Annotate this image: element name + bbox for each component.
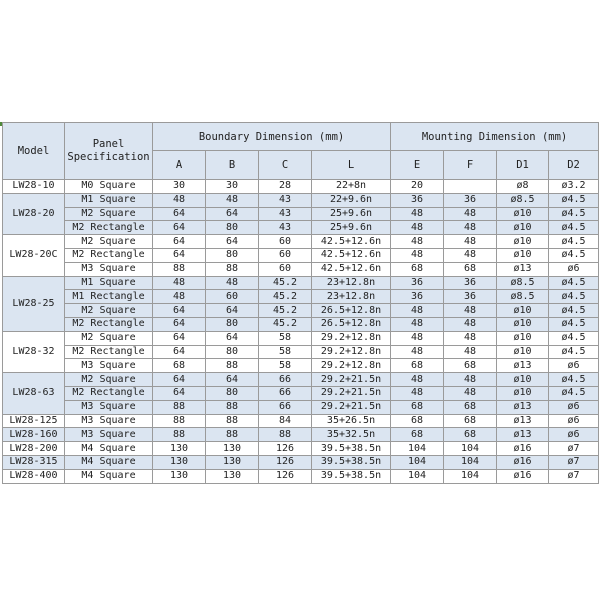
table-row (3, 428, 599, 442)
dimension-table-container (2, 122, 598, 484)
cell-l: 29.2+12.8n (312, 331, 391, 345)
cell-c: 58 (259, 359, 312, 373)
table-row (3, 276, 599, 290)
table-row (3, 290, 599, 304)
cell-d1: ø8.5 (497, 193, 549, 207)
table-row (3, 221, 599, 235)
cell-e: 104 (391, 455, 444, 469)
cell-d2: ø4.5 (549, 317, 599, 331)
cell-c: 45.2 (259, 304, 312, 318)
cell-l: 23+12.8n (312, 290, 391, 304)
cell-f: 36 (444, 276, 497, 290)
header-col-e: E (391, 151, 444, 180)
cell-f: 48 (444, 317, 497, 331)
cell-f: 48 (444, 386, 497, 400)
cell-f: 36 (444, 290, 497, 304)
cell-a: 64 (153, 386, 206, 400)
cell-c: 28 (259, 180, 312, 194)
cell-spec: M2 Square (65, 207, 153, 221)
cell-l: 26.5+12.8n (312, 317, 391, 331)
cell-d1: ø10 (497, 373, 549, 387)
cell-d2: ø4.5 (549, 221, 599, 235)
cell-f (444, 180, 497, 194)
cell-l: 39.5+38.5n (312, 455, 391, 469)
cell-spec: M2 Square (65, 235, 153, 249)
cell-b: 88 (206, 262, 259, 276)
cell-d2: ø6 (549, 400, 599, 414)
cell-a: 64 (153, 221, 206, 235)
cell-d2: ø4.5 (549, 331, 599, 345)
cell-f: 48 (444, 331, 497, 345)
cell-f: 36 (444, 193, 497, 207)
cell-a: 30 (153, 180, 206, 194)
cell-spec: M2 Rectangle (65, 248, 153, 262)
cell-e: 36 (391, 193, 444, 207)
cell-b: 80 (206, 221, 259, 235)
header-boundary: Boundary Dimension (mm) (153, 123, 391, 151)
cell-b: 88 (206, 414, 259, 428)
cell-d1: ø10 (497, 345, 549, 359)
cell-a: 48 (153, 193, 206, 207)
cell-b: 60 (206, 290, 259, 304)
cell-e: 68 (391, 262, 444, 276)
table-row (3, 262, 599, 276)
cell-d1: ø13 (497, 262, 549, 276)
cell-spec: M1 Square (65, 276, 153, 290)
cell-d1: ø10 (497, 248, 549, 262)
cell-a: 130 (153, 442, 206, 456)
cell-f: 48 (444, 221, 497, 235)
cell-d1: ø16 (497, 455, 549, 469)
cell-d2: ø4.5 (549, 207, 599, 221)
cell-c: 84 (259, 414, 312, 428)
cell-e: 48 (391, 304, 444, 318)
model-cell: LW28-10 (3, 180, 65, 194)
cell-d2: ø6 (549, 359, 599, 373)
cell-d2: ø4.5 (549, 304, 599, 318)
cell-e: 48 (391, 345, 444, 359)
cell-f: 48 (444, 345, 497, 359)
cell-e: 48 (391, 331, 444, 345)
model-cell: LW28-200 (3, 442, 65, 456)
cell-spec: M4 Square (65, 469, 153, 483)
cell-a: 64 (153, 331, 206, 345)
cell-f: 48 (444, 373, 497, 387)
cell-e: 68 (391, 359, 444, 373)
cell-c: 58 (259, 345, 312, 359)
cell-a: 48 (153, 276, 206, 290)
model-cell: LW28-32 (3, 331, 65, 372)
cell-l: 35+26.5n (312, 414, 391, 428)
cell-c: 45.2 (259, 276, 312, 290)
cell-a: 64 (153, 345, 206, 359)
cell-d1: ø13 (497, 359, 549, 373)
cell-e: 36 (391, 276, 444, 290)
cell-b: 88 (206, 428, 259, 442)
cell-d2: ø4.5 (549, 248, 599, 262)
cell-e: 48 (391, 386, 444, 400)
cell-a: 64 (153, 235, 206, 249)
cell-l: 25+9.6n (312, 221, 391, 235)
cell-b: 80 (206, 317, 259, 331)
cell-d2: ø4.5 (549, 373, 599, 387)
cell-f: 48 (444, 207, 497, 221)
cell-c: 60 (259, 235, 312, 249)
cell-d1: ø16 (497, 442, 549, 456)
table-row (3, 345, 599, 359)
header-mounting: Mounting Dimension (mm) (391, 123, 599, 151)
cell-d1: ø13 (497, 400, 549, 414)
table-row (3, 304, 599, 318)
cell-l: 42.5+12.6n (312, 262, 391, 276)
cell-b: 64 (206, 304, 259, 318)
model-cell: LW28-315 (3, 455, 65, 469)
cell-f: 68 (444, 400, 497, 414)
cell-b: 30 (206, 180, 259, 194)
cell-l: 39.5+38.5n (312, 442, 391, 456)
table-row (3, 469, 599, 483)
cell-spec: M4 Square (65, 455, 153, 469)
cell-c: 126 (259, 455, 312, 469)
table-row (3, 400, 599, 414)
cell-f: 48 (444, 248, 497, 262)
cell-f: 48 (444, 235, 497, 249)
header-col-d2: D2 (549, 151, 599, 180)
cell-a: 88 (153, 400, 206, 414)
cell-c: 58 (259, 331, 312, 345)
cell-c: 60 (259, 262, 312, 276)
cell-l: 22+8n (312, 180, 391, 194)
cell-a: 64 (153, 373, 206, 387)
cell-c: 43 (259, 207, 312, 221)
cell-d1: ø10 (497, 317, 549, 331)
header-model: Model (3, 123, 65, 180)
cell-e: 68 (391, 428, 444, 442)
cell-b: 48 (206, 193, 259, 207)
dimension-table (2, 122, 599, 484)
cell-f: 104 (444, 442, 497, 456)
cell-a: 48 (153, 290, 206, 304)
cell-spec: M3 Square (65, 428, 153, 442)
model-cell: LW28-63 (3, 373, 65, 414)
cell-spec: M2 Rectangle (65, 317, 153, 331)
header-col-l: L (312, 151, 391, 180)
cell-d2: ø6 (549, 428, 599, 442)
table-row (3, 193, 599, 207)
cell-b: 80 (206, 248, 259, 262)
table-row (3, 414, 599, 428)
cell-f: 48 (444, 304, 497, 318)
cell-e: 36 (391, 290, 444, 304)
cell-e: 104 (391, 469, 444, 483)
table-row (3, 180, 599, 194)
cell-c: 66 (259, 400, 312, 414)
cell-b: 88 (206, 359, 259, 373)
header-panel-spec (65, 123, 153, 180)
cell-spec: M2 Rectangle (65, 386, 153, 400)
cell-f: 68 (444, 428, 497, 442)
cell-d1: ø10 (497, 304, 549, 318)
cell-d1: ø10 (497, 207, 549, 221)
cell-spec: M2 Square (65, 304, 153, 318)
cell-spec: M2 Rectangle (65, 221, 153, 235)
cell-e: 48 (391, 207, 444, 221)
cell-d1: ø10 (497, 331, 549, 345)
cell-d1: ø10 (497, 235, 549, 249)
cell-d2: ø7 (549, 442, 599, 456)
cell-d2: ø4.5 (549, 235, 599, 249)
cell-spec: M3 Square (65, 414, 153, 428)
cell-d1: ø8 (497, 180, 549, 194)
table-row (3, 373, 599, 387)
table-body (3, 180, 599, 484)
cell-l: 25+9.6n (312, 207, 391, 221)
cell-f: 68 (444, 262, 497, 276)
cell-spec: M3 Square (65, 262, 153, 276)
cell-spec: M2 Square (65, 331, 153, 345)
cell-d1: ø13 (497, 428, 549, 442)
cell-f: 104 (444, 469, 497, 483)
cell-d1: ø10 (497, 386, 549, 400)
cell-d1: ø16 (497, 469, 549, 483)
cell-spec: M0 Square (65, 180, 153, 194)
cell-f: 68 (444, 359, 497, 373)
cell-a: 68 (153, 359, 206, 373)
cell-d2: ø4.5 (549, 276, 599, 290)
cell-a: 130 (153, 469, 206, 483)
cell-e: 20 (391, 180, 444, 194)
cell-l: 22+9.6n (312, 193, 391, 207)
cell-a: 64 (153, 304, 206, 318)
cell-b: 64 (206, 207, 259, 221)
cell-a: 88 (153, 262, 206, 276)
cell-spec: M3 Square (65, 400, 153, 414)
cell-c: 66 (259, 386, 312, 400)
cell-d1: ø13 (497, 414, 549, 428)
cell-d1: ø10 (497, 221, 549, 235)
cell-spec: M1 Rectangle (65, 290, 153, 304)
cell-spec: M3 Square (65, 359, 153, 373)
cell-d2: ø4.5 (549, 345, 599, 359)
cell-c: 45.2 (259, 290, 312, 304)
cell-d1: ø8.5 (497, 276, 549, 290)
cell-a: 130 (153, 455, 206, 469)
cell-l: 42.5+12.6n (312, 248, 391, 262)
cell-d2: ø7 (549, 455, 599, 469)
model-cell: LW28-125 (3, 414, 65, 428)
cell-d2: ø4.5 (549, 193, 599, 207)
model-cell: LW28-160 (3, 428, 65, 442)
table-row (3, 386, 599, 400)
cell-c: 66 (259, 373, 312, 387)
cell-d2: ø6 (549, 262, 599, 276)
cell-l: 29.2+12.8n (312, 359, 391, 373)
cell-spec: M4 Square (65, 442, 153, 456)
model-cell: LW28-25 (3, 276, 65, 331)
cell-a: 64 (153, 317, 206, 331)
table-row (3, 248, 599, 262)
table-row (3, 317, 599, 331)
cell-d2: ø6 (549, 414, 599, 428)
cell-l: 29.2+21.5n (312, 373, 391, 387)
cell-spec: M2 Rectangle (65, 345, 153, 359)
cell-b: 130 (206, 469, 259, 483)
cell-c: 88 (259, 428, 312, 442)
cell-f: 104 (444, 455, 497, 469)
table-row (3, 359, 599, 373)
cell-b: 80 (206, 345, 259, 359)
cell-b: 80 (206, 386, 259, 400)
cell-d2: ø4.5 (549, 290, 599, 304)
table-row (3, 331, 599, 345)
cell-c: 43 (259, 193, 312, 207)
cell-e: 48 (391, 221, 444, 235)
table-row (3, 455, 599, 469)
cell-b: 130 (206, 455, 259, 469)
cell-e: 68 (391, 400, 444, 414)
cell-c: 60 (259, 248, 312, 262)
cell-a: 88 (153, 414, 206, 428)
cell-c: 126 (259, 469, 312, 483)
cell-l: 26.5+12.8n (312, 304, 391, 318)
cell-e: 104 (391, 442, 444, 456)
cell-b: 64 (206, 373, 259, 387)
cell-spec: M2 Square (65, 373, 153, 387)
cell-b: 88 (206, 400, 259, 414)
cell-a: 64 (153, 207, 206, 221)
cell-a: 64 (153, 248, 206, 262)
cell-e: 68 (391, 414, 444, 428)
cell-b: 64 (206, 331, 259, 345)
cell-f: 68 (444, 414, 497, 428)
table-row (3, 235, 599, 249)
cell-l: 29.2+12.8n (312, 345, 391, 359)
cell-d2: ø3.2 (549, 180, 599, 194)
header-col-c: C (259, 151, 312, 180)
header-col-f: F (444, 151, 497, 180)
header-col-d1: D1 (497, 151, 549, 180)
cell-e: 48 (391, 235, 444, 249)
cell-e: 48 (391, 373, 444, 387)
cell-b: 64 (206, 235, 259, 249)
model-cell: LW28-400 (3, 469, 65, 483)
cell-l: 29.2+21.5n (312, 386, 391, 400)
cell-d2: ø7 (549, 469, 599, 483)
cell-c: 43 (259, 221, 312, 235)
cell-spec: M1 Square (65, 193, 153, 207)
header-col-b: B (206, 151, 259, 180)
cell-c: 126 (259, 442, 312, 456)
cell-l: 35+32.5n (312, 428, 391, 442)
cell-b: 48 (206, 276, 259, 290)
table-row (3, 207, 599, 221)
cell-e: 48 (391, 317, 444, 331)
cell-d2: ø4.5 (549, 386, 599, 400)
model-cell: LW28-20 (3, 193, 65, 234)
cell-b: 130 (206, 442, 259, 456)
model-cell: LW28-20C (3, 235, 65, 276)
cell-l: 29.2+21.5n (312, 400, 391, 414)
cell-c: 45.2 (259, 317, 312, 331)
cell-l: 23+12.8n (312, 276, 391, 290)
header-panel-spec-text: Panel Specification (67, 138, 150, 163)
table-row (3, 442, 599, 456)
cell-l: 39.5+38.5n (312, 469, 391, 483)
cell-l: 42.5+12.6n (312, 235, 391, 249)
cell-d1: ø8.5 (497, 290, 549, 304)
header-col-a: A (153, 151, 206, 180)
cell-e: 48 (391, 248, 444, 262)
cell-a: 88 (153, 428, 206, 442)
